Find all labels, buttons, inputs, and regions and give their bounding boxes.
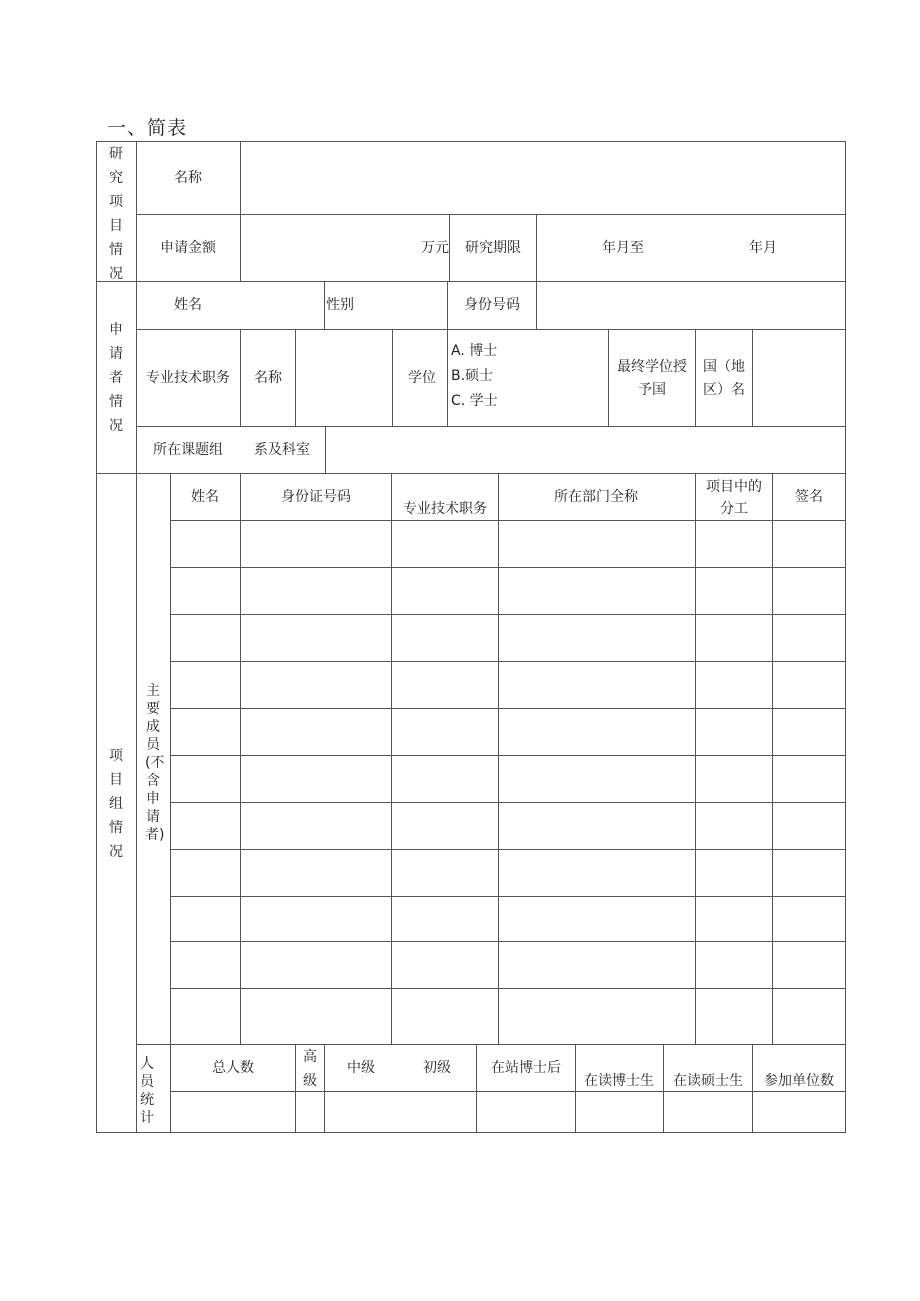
member-id-header: 身份证号码 (281, 489, 351, 505)
project-name-label: 名称 (174, 170, 202, 186)
stats-senior-header: 高级 (303, 1049, 317, 1089)
stats-phd-header: 在读博士生 (584, 1073, 654, 1089)
period-label: 研究期限 (465, 240, 521, 256)
applicant-section-label: 申请者情况 (109, 322, 123, 434)
country-label-line1: 国（地 (703, 359, 745, 375)
stats-postdoc-header: 在站博士后 (491, 1060, 561, 1076)
period-to: 年月 (749, 240, 777, 256)
team-section-label: 项目组情况 (109, 748, 123, 860)
page-title: 一、简表 (107, 117, 188, 139)
degree-option-bachelor: C. 学士 (451, 393, 498, 409)
degree-country-label-line1: 最终学位授 (617, 359, 687, 375)
amount-unit: 万元 (421, 240, 449, 256)
stats-total-header: 总人数 (212, 1060, 254, 1076)
member-sign-header: 签名 (795, 489, 823, 505)
degree-option-master: B.硕士 (451, 368, 494, 384)
professional-title-label: 专业技术职务 (146, 370, 230, 386)
amount-label: 申请金额 (160, 240, 216, 256)
member-name-header: 姓名 (191, 489, 219, 505)
period-from: 年月至 (602, 240, 644, 256)
stats-middle-header: 中级 (347, 1060, 375, 1076)
id-number-label: 身份号码 (464, 297, 520, 313)
degree-country-label-line2: 予国 (638, 382, 666, 398)
member-role-header-line2: 分工 (720, 501, 748, 517)
applicant-name-label: 姓名 (174, 297, 202, 313)
degree-label: 学位 (408, 370, 436, 386)
main-members-label: 主要成员(不含申请者) (145, 683, 165, 843)
department-label: 系及科室 (254, 442, 310, 458)
staff-stats-label: 人员统计 (140, 1056, 154, 1126)
member-role-header-line1: 项目中的 (706, 479, 762, 495)
country-label-line2: 区）名 (703, 382, 745, 398)
stats-master-header: 在读硕士生 (673, 1073, 743, 1089)
degree-option-phd: A. 博士 (451, 343, 498, 359)
project-section-label: 研究项目情况 (109, 146, 123, 282)
member-title-header: 专业技术职务 (403, 501, 487, 517)
research-group-label: 所在课题组 (153, 442, 223, 458)
title-name-label: 名称 (254, 370, 282, 386)
gender-label: 性别 (326, 297, 354, 313)
member-dept-header: 所在部门全称 (554, 489, 638, 505)
stats-junior-header: 初级 (423, 1060, 451, 1076)
stats-units-header: 参加单位数 (764, 1073, 834, 1089)
